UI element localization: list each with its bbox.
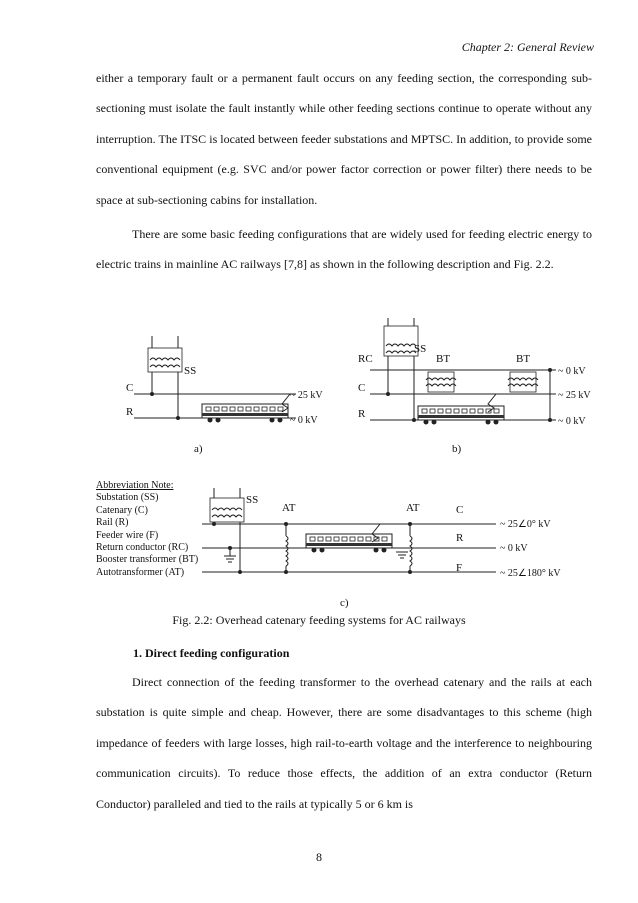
diagram-c: [202, 488, 561, 609]
paragraph-3: Direct connection of the feeding transformer to the overhead catenary and the rails at each substation is quite simple and cheap. However, there are some disadvantages to this scheme (high impedance of feeders with large losses, high rail-to-earth voltage and the interference to neighbouring communication circuits). To reduce those effects, the addition of an extra conductor (Return Conductor) paralleled and tied to the rails at typically 5 or 6 km is: [96, 675, 592, 811]
paragraph-1: either a temporary fault or a permanent fault occurs on any feeding section, the corresponding sub-sectioning must isolate the fault instantly while other feeding sections continue to operate without any interruption. The ITSC is located between feeder substations and MPTSC. In addition, to provide some conventional equipment (e.g. SVC and/or power factor correction or power filter) there needs to be space at sub-sectioning cabins for installation.: [96, 71, 592, 207]
abbreviation-item: Return conductor (RC): [96, 542, 189, 554]
label-c-b: C: [358, 382, 366, 394]
label-rc-b: RC: [358, 353, 373, 365]
abbreviation-item: Feeder wire (F): [96, 529, 159, 541]
label-at2-c: AT: [406, 502, 420, 514]
label-b: b): [452, 443, 462, 455]
page-number: 8: [316, 850, 322, 864]
abbreviation-item: Booster transformer (BT): [96, 554, 199, 566]
label-at1-c: AT: [282, 502, 296, 514]
label-r-b: R: [358, 408, 366, 420]
paragraph-2: There are some basic feeding configurations that are widely used for feeding electric energy to electric trains in mainline AC railways [7,8] as shown in the following description and Fig. 2.2.: [96, 227, 592, 272]
label-c: c): [340, 597, 349, 609]
section-heading: 1. Direct feeding configuration: [133, 646, 290, 660]
voltage-r-a: ~ 0 kV: [290, 415, 318, 426]
label-c-c: C: [456, 504, 464, 516]
label-ss-c: SS: [246, 494, 259, 506]
diagram-a: [126, 336, 323, 455]
voltage-r-b: ~ 0 kV: [558, 416, 586, 427]
voltage-r-c: ~ 0 kV: [500, 543, 528, 554]
label-bt1-b: BT: [436, 353, 451, 365]
abbreviation-item: Autotransformer (AT): [96, 566, 185, 578]
abbreviation-item: Rail (R): [96, 517, 129, 529]
figure-caption: Fig. 2.2: Overhead catenary feeding systems for AC railways: [172, 613, 466, 627]
voltage-f-c: ~ 25∠180° kV: [500, 568, 561, 579]
label-c-a: C: [126, 382, 134, 394]
abbreviation-item: Substation (SS): [96, 492, 159, 504]
label-bt2-b: BT: [516, 353, 531, 365]
voltage-c-b: ~ 25 kV: [558, 390, 591, 401]
label-a: a): [194, 443, 203, 455]
running-header: Chapter 2: General Review: [461, 40, 594, 54]
diagram-b: [358, 318, 591, 455]
voltage-c-c: ~ 25∠0° kV: [500, 519, 551, 530]
label-r-c: R: [456, 532, 464, 544]
abbreviation-title: Abbreviation Note:: [96, 480, 174, 491]
label-r-a: R: [126, 406, 134, 418]
voltage-c-a: ~ 25 kV: [290, 390, 323, 401]
label-ss-b: SS: [414, 343, 427, 355]
abbreviation-note: [96, 480, 198, 579]
label-ss-a: SS: [184, 365, 197, 377]
label-f-c: F: [456, 562, 463, 574]
voltage-rc-b: ~ 0 kV: [558, 366, 586, 377]
abbreviation-item: Catenary (C): [96, 504, 148, 516]
